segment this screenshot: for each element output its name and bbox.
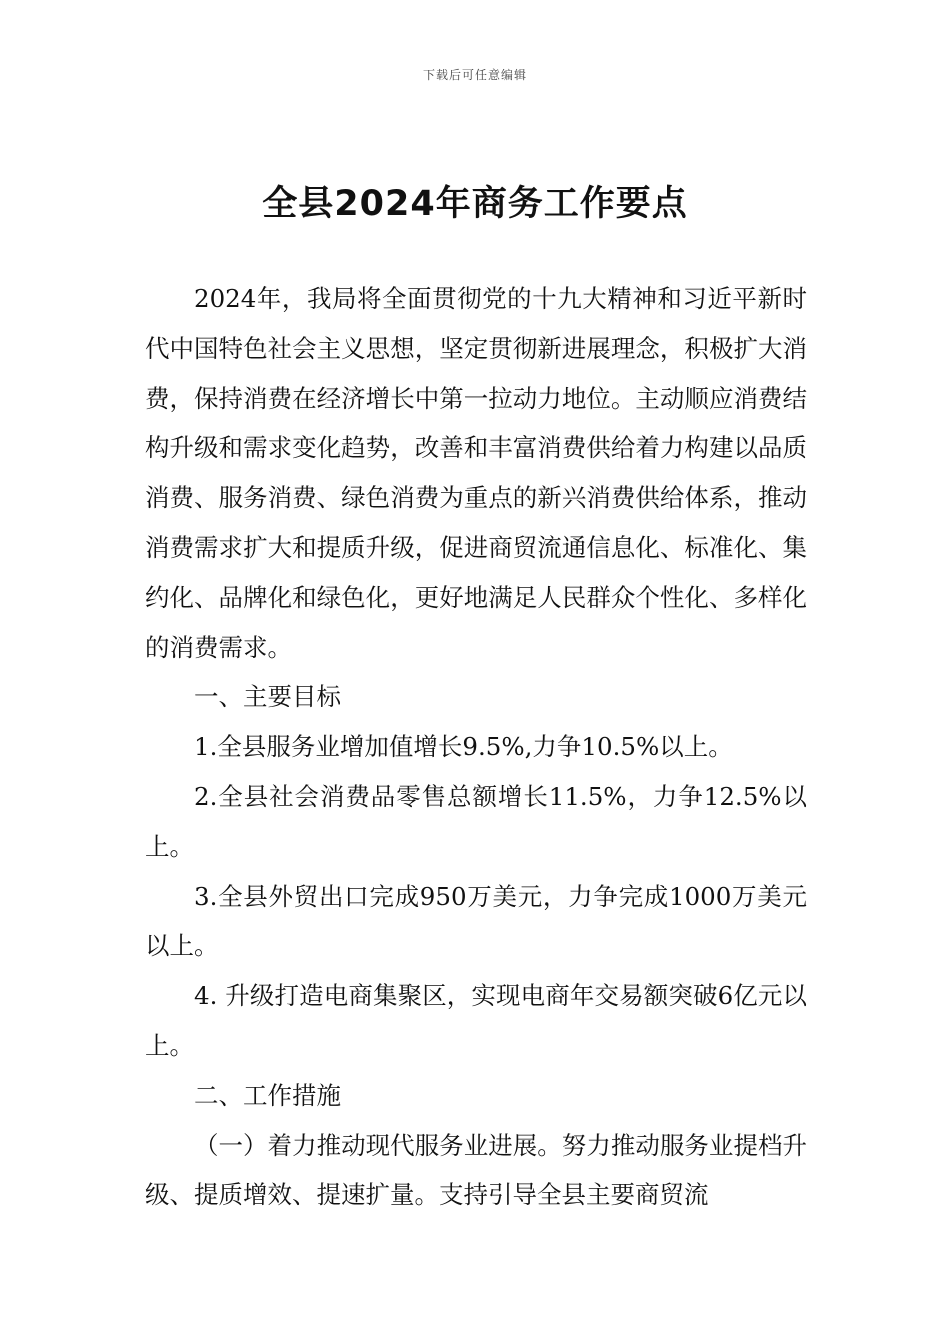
goal-item-3: 3.全县外贸出口完成950万美元，力争完成1000万美元以上。 <box>145 881 807 961</box>
document-body <box>145 274 807 1220</box>
goal-item-4: 4. 升级打造电商集聚区，实现电商年交易额突破6亿元以上。 <box>145 981 807 1060</box>
measure-paragraph-1: （一）着力推动现代服务业进展。努力推动服务业提档升级、提质增效、提速扩量。支持引导全县主要商贸流 <box>145 1130 807 1210</box>
intro-paragraph: 2024年，我局将全面贯彻党的十九大精神和习近平新时代中国特色社会主义思想，坚定贯彻新进展理念，积极扩大消费，保持消费在经济增长中第一拉动力地位。主动顺应消费结构升级和需求变化趋势，改善和丰富消费供给着力构建以品质消费、服务消费、绿色消费为重点的新兴消费供给体系，推动消费需求扩大和提质升级，促进商贸流通信息化、标准化、集约化、品牌化和绿色化，更好地满足人民群众个性化、多样化的消费需求。 <box>145 284 807 662</box>
goal-item-2: 2.全县社会消费品零售总额增长11.5%，力争12.5%以上。 <box>145 781 807 861</box>
header-note: 下载后可任意编辑 <box>422 68 527 82</box>
section-heading-main-goals: 一、主要目标 <box>194 682 341 712</box>
goal-item-1: 1.全县服务业增加值增长9.5%,力争10.5%以上。 <box>194 732 733 762</box>
document-title: 全县2024年商务工作要点 <box>262 184 688 224</box>
section-heading-work-measures: 二、工作措施 <box>194 1080 341 1110</box>
